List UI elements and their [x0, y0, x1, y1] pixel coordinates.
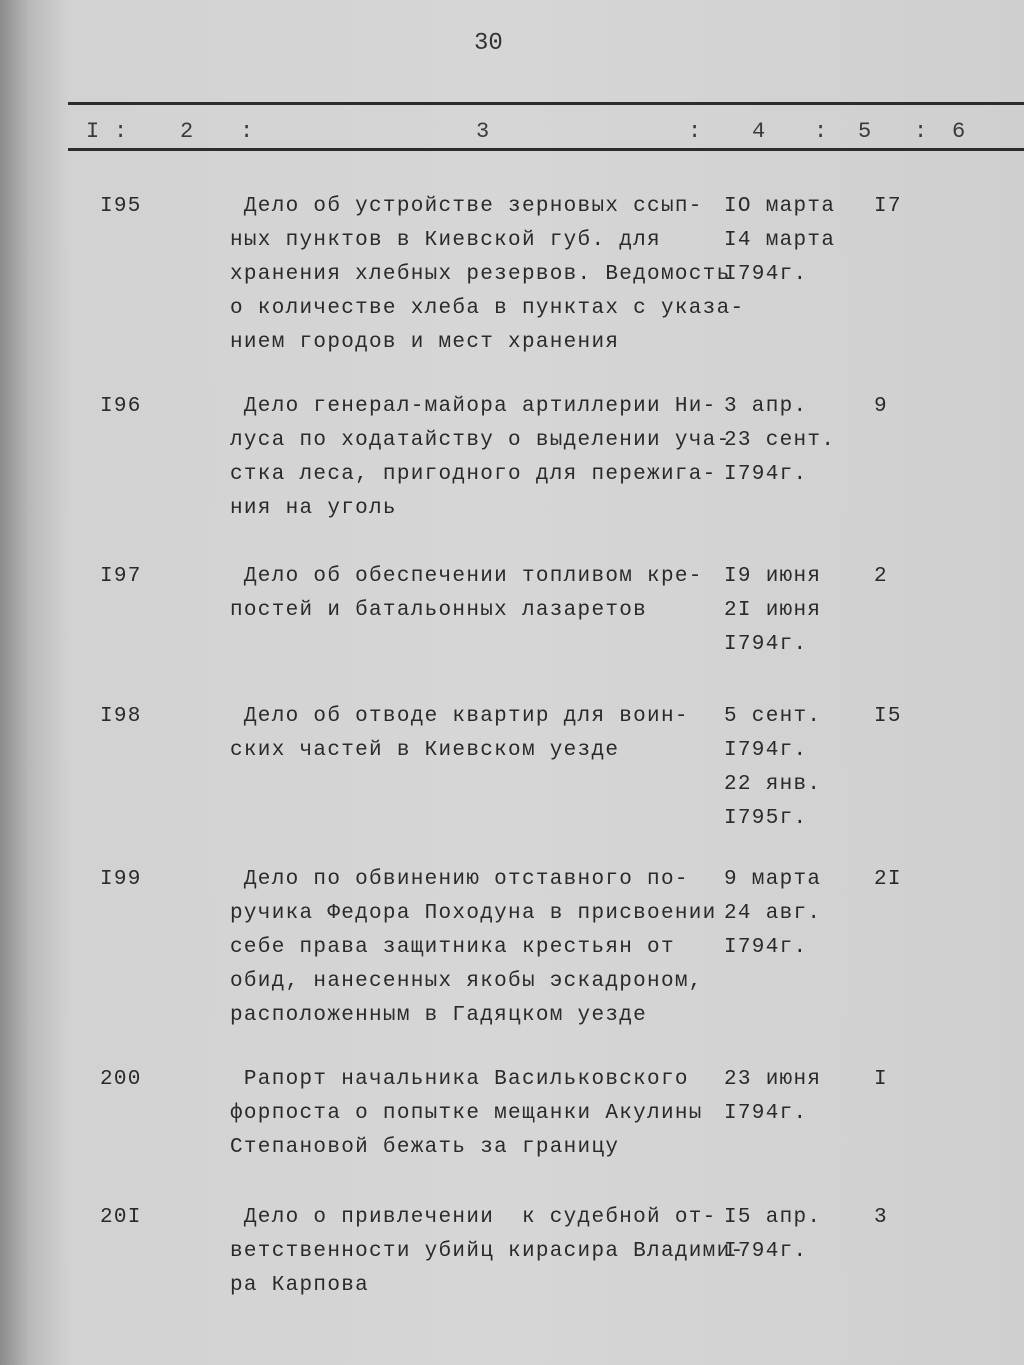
date-line: I794г. — [724, 1102, 808, 1125]
description-line: ветственности убийц кирасира Владими- — [230, 1240, 745, 1263]
description-line: о количестве хлеба в пунктах с указа- — [230, 297, 745, 320]
date-line: 22 янв. — [724, 773, 822, 796]
entry-description — [230, 390, 730, 526]
date-line: I794г. — [724, 1240, 808, 1263]
description-line: хранения хлебных резервов. Ведомость — [230, 263, 731, 286]
description-line: луса по ходатайству о выделении уча- — [230, 429, 731, 452]
entry-page-count: 2 — [874, 565, 888, 588]
description-line: Дело о привлечении к судебной от- — [230, 1206, 717, 1229]
entry-description — [230, 1201, 744, 1303]
column-header-row — [0, 115, 1024, 149]
column-separator: : — [914, 119, 929, 144]
entry-description — [230, 190, 744, 360]
entry-page-count: I5 — [874, 705, 902, 728]
column-header-5: 5 — [858, 119, 873, 144]
header-bottom-rule — [68, 148, 1024, 151]
entry-number: I98 — [100, 705, 142, 728]
entry-number: 200 — [100, 1068, 142, 1091]
description-line: Дело об отводе квартир для воин- — [230, 705, 689, 728]
entry-description — [230, 560, 703, 628]
description-line: Дело об обеспечении топливом кре- — [230, 565, 703, 588]
entry-description — [230, 700, 689, 768]
description-line: обид, нанесенных якобы эскадроном, — [230, 970, 703, 993]
entry-dates — [724, 1063, 821, 1131]
entry-dates — [724, 190, 835, 292]
entry-dates — [724, 560, 821, 662]
description-line: расположенным в Гадяцком уезде — [230, 1004, 648, 1027]
description-line: постей и батальонных лазаретов — [230, 599, 648, 622]
entry-number: I97 — [100, 565, 142, 588]
entry-dates — [724, 863, 821, 965]
date-line: I9 июня — [724, 565, 822, 588]
entry-dates — [724, 700, 821, 836]
entry-page-count: I — [874, 1068, 888, 1091]
header-top-rule — [68, 102, 1024, 105]
entry-number: I96 — [100, 395, 142, 418]
description-line: ручика Федора Походуна в присвоении — [230, 902, 717, 925]
page-number: 30 — [474, 30, 503, 57]
description-line: форпоста о попытке мещанки Акулины — [230, 1102, 703, 1125]
description-line: ния на уголь — [230, 497, 397, 520]
description-line: себе права защитника крестьян от — [230, 936, 675, 959]
date-line: 9 марта — [724, 868, 822, 891]
date-line: I794г. — [724, 463, 808, 486]
description-line: Дело об устройстве зерновых ссып- — [230, 195, 703, 218]
date-line: 24 авг. — [724, 902, 822, 925]
column-separator: : — [814, 119, 829, 144]
entry-page-count: I7 — [874, 195, 902, 218]
date-line: I795г. — [724, 807, 808, 830]
entry-description — [230, 1063, 703, 1165]
date-line: I4 марта — [724, 229, 836, 252]
column-header-2: 2 — [180, 119, 195, 144]
entry-number: I99 — [100, 868, 142, 891]
date-line: I794г. — [724, 936, 808, 959]
column-separator: : — [688, 119, 703, 144]
column-header-3: 3 — [476, 119, 491, 144]
entry-page-count: 2I — [874, 868, 902, 891]
description-line: стка леса, пригодного для пережига- — [230, 463, 717, 486]
description-line: Дело генерал-майора артиллерии Ни- — [230, 395, 717, 418]
entry-page-count: 3 — [874, 1206, 888, 1229]
date-line: I794г. — [724, 263, 808, 286]
entry-dates — [724, 1201, 821, 1269]
date-line: I794г. — [724, 739, 808, 762]
date-line: I5 апр. — [724, 1206, 822, 1229]
description-line: Степановой бежать за границу — [230, 1136, 620, 1159]
entry-number: 20I — [100, 1206, 142, 1229]
entry-number: I95 — [100, 195, 142, 218]
description-line: ных пунктов в Киевской губ. для — [230, 229, 661, 252]
date-line: 5 сент. — [724, 705, 822, 728]
column-header-4: 4 — [752, 119, 767, 144]
date-line: 2I июня — [724, 599, 822, 622]
description-line: ских частей в Киевском уезде — [230, 739, 620, 762]
date-line: 23 сент. — [724, 429, 836, 452]
date-line: 3 апр. — [724, 395, 808, 418]
entry-description — [230, 863, 717, 1033]
date-line: 23 июня — [724, 1068, 822, 1091]
description-line: нием городов и мест хранения — [230, 331, 620, 354]
description-line: ра Карпова — [230, 1274, 370, 1297]
entry-dates — [724, 390, 835, 492]
date-line: IO марта — [724, 195, 836, 218]
description-line: Дело по обвинению отставного по- — [230, 868, 689, 891]
description-line: Рапорт начальника Васильковского — [230, 1068, 689, 1091]
column-separator: : — [114, 119, 129, 144]
date-line: I794г. — [724, 633, 808, 656]
column-separator: : — [240, 119, 255, 144]
entry-page-count: 9 — [874, 395, 888, 418]
column-header-1: I — [86, 119, 101, 144]
column-header-6: 6 — [952, 119, 967, 144]
